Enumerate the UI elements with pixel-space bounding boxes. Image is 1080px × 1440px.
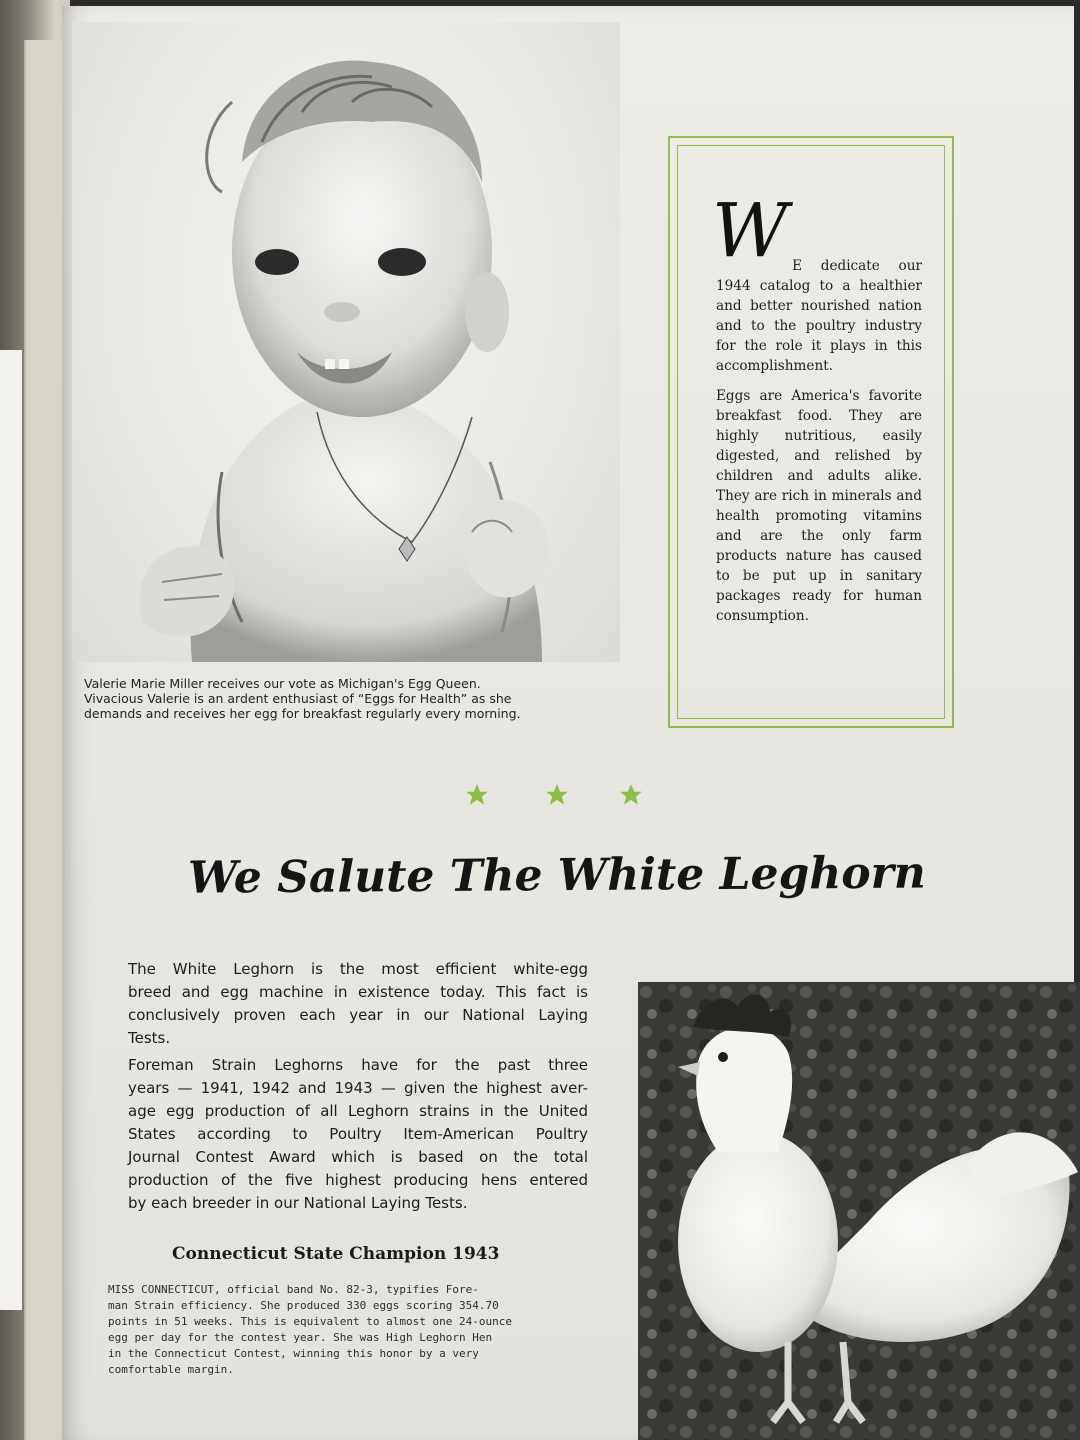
body-line: The White Leghorn is the most efficient white-egg <box>128 960 588 978</box>
dedication-paragraph-2: Eggs are America's favorite breakfast food. They are highly nutritious, easily digested, and relished by children and adults alike. They are rich in minerals and health promoting vitamins and are the only farm products nature has caused to be put up in sanitary packages ready for human consumption. <box>716 388 922 624</box>
champion-line: egg per day for the contest year. She was High Leghorn Hen <box>108 1331 493 1344</box>
star-icon <box>618 782 644 808</box>
champion-line: man Strain efficiency. She produced 330 eggs scoring 354.70 <box>108 1299 499 1312</box>
baby-photo <box>72 22 620 662</box>
body-line: production of the five highest producing hens entered <box>128 1171 588 1189</box>
champion-description <box>108 1282 594 1378</box>
body-paragraph-1 <box>110 958 588 1050</box>
left-page-inner <box>24 40 66 1440</box>
leghorn-body-text <box>110 958 588 1215</box>
champion-line: in the Connecticut Contest, winning this honor by a very <box>108 1347 479 1360</box>
photo-caption <box>84 676 604 721</box>
body-line: Tests. <box>128 1029 171 1047</box>
caption-line: Vivacious Valerie is an ardent enthusiast of “Eggs for Health” as she <box>84 691 512 706</box>
champion-line: points in 51 weeks. This is equivalent to almost one 24-ounce <box>108 1315 512 1328</box>
body-line: Foreman Strain Leghorns have for the past three <box>128 1056 588 1074</box>
champion-line: MISS CONNECTICUT, official band No. 82-3, typifies Fore- <box>108 1283 479 1296</box>
hen-photo <box>638 982 1080 1440</box>
body-line: conclusively proven each year in our National Laying <box>128 1006 588 1024</box>
body-line: States according to Poultry Item-American Poultry <box>128 1125 588 1143</box>
dropcap-letter: W <box>712 188 789 274</box>
body-line: by each breeder in our National Laying Tests. <box>128 1194 468 1212</box>
star-icon <box>544 782 570 808</box>
star-divider <box>464 782 654 812</box>
body-line: years — 1941, 1942 and 1943 — given the highest aver- <box>128 1079 588 1097</box>
body-line: age egg production of all Leghorn strains in the United <box>128 1102 588 1120</box>
page-headline: We Salute The White Leghorn <box>187 847 926 904</box>
body-paragraph-2 <box>110 1054 588 1215</box>
dedication-text <box>712 188 922 626</box>
star-icon <box>464 782 490 808</box>
caption-line: Valerie Marie Miller receives our vote as Michigan's Egg Queen. <box>84 676 481 691</box>
body-line: breed and egg machine in existence today. This fact is <box>128 983 588 1001</box>
paper-strip <box>0 350 22 1310</box>
champion-subhead: Connecticut State Champion 1943 <box>172 1244 500 1264</box>
champion-line: comfortable margin. <box>108 1363 234 1376</box>
caption-line: demands and receives her egg for breakfast regularly every morning. <box>84 706 521 721</box>
body-line: Journal Contest Award which is based on the total <box>128 1148 588 1166</box>
baby-illustration <box>72 22 620 662</box>
dedication-paragraph-1: E dedicate our 1944 catalog to a healthier and better nourished nation and to the poultry industry for the role it plays in this accomplishment. <box>716 258 922 374</box>
hen-illustration <box>638 982 1080 1440</box>
